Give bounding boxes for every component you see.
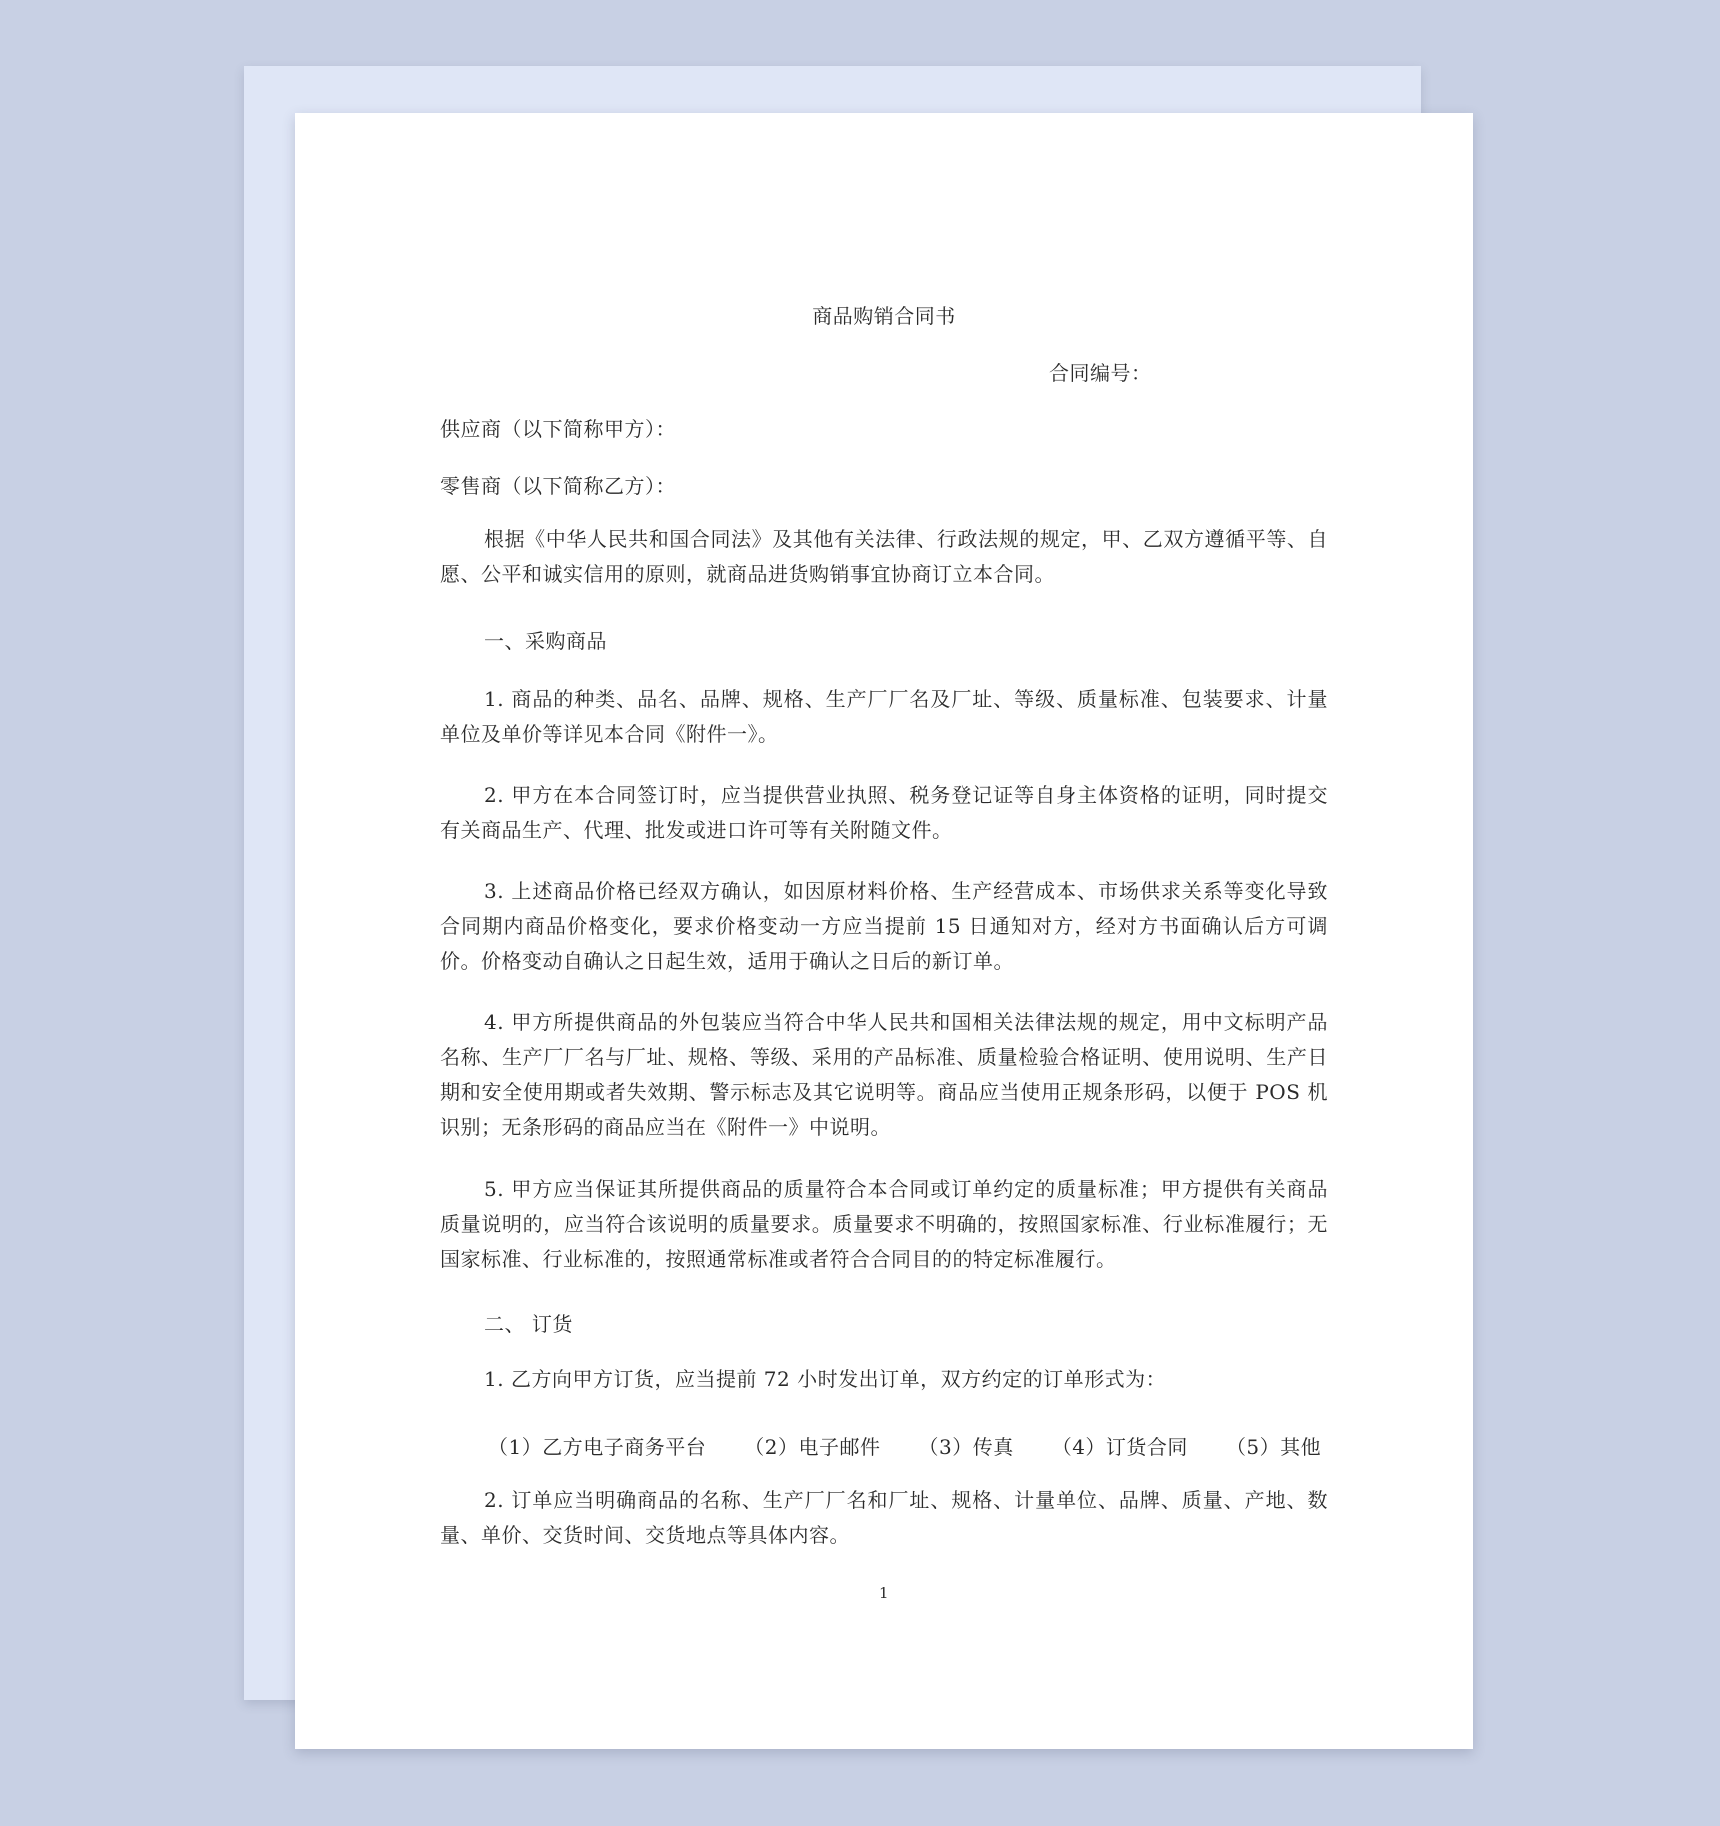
clause-1-5: 5. 甲方应当保证其所提供商品的质量符合本合同或订单约定的质量标准；甲方提供有关商品质量说明的，应当符合该说明的质量要求。质量要求不明确的，按照国家标准、行业标准履行；无国家标准、行业标准的，按照通常标准或者符合合同目的的特定标准履行。 [440,1177,1328,1271]
clause-1-3: 3. 上述商品价格已经双方确认，如因原材料价格、生产经营成本、市场供求关系等变化导致合同期内商品价格变化，要求价格变动一方应当提前 15 日通知对方，经对方书面确认后方可调价。价格变动自确认之日起生效，适用于确认之日后的新订单。 [440,879,1328,973]
section-heading-purchase: 一、采购商品 [484,629,607,653]
clause-1-2: 2. 甲方在本合同签订时，应当提供营业执照、税务登记证等自身主体资格的证明，同时提交有关商品生产、代理、批发或进口许可等有关附随文件。 [440,783,1328,842]
order-option: （2）电子邮件 [744,1435,881,1459]
contract-number-label: 合同编号： [1049,361,1152,385]
clause-2-1: 1. 乙方向甲方订货，应当提前 72 小时发出订单，双方约定的订单形式为： [484,1367,1167,1391]
clause-1-1: 1. 商品的种类、品名、品牌、规格、生产厂厂名及厂址、等级、质量标准、包装要求、计量单位及单价等详见本合同《附件一》。 [440,687,1328,746]
order-option: （3）传真 [918,1435,1014,1459]
supplier-label: 供应商（以下简称甲方）： [440,417,676,441]
order-options [488,1431,1359,1460]
order-option: （5）其他 [1225,1435,1322,1459]
document-title: 商品购销合同书 [812,304,956,328]
document-page [295,113,1473,1749]
preamble-paragraph: 根据《中华人民共和国合同法》及其他有关法律、行政法规的规定，甲、乙双方遵循平等、自愿、公平和诚实信用的原则，就商品进货购销事宜协商订立本合同。 [440,527,1328,586]
section-heading-order: 二、 订货 [484,1312,573,1336]
clause-1-4: 4. 甲方所提供商品的外包装应当符合中华人民共和国相关法律法规的规定，用中文标明产品名称、生产厂厂名与厂址、规格、等级、采用的产品标准、质量检验合格证明、使用说明、生产日期和安全使用期或者失效期、警示标志及其它说明等。商品应当使用正规条形码，以便于 POS 机识别；无条形码的商品应当在《附件一》中说明。 [440,1010,1328,1139]
order-option: （4）订货合同 [1051,1435,1188,1459]
page-number: 1 [878,1584,890,1602]
order-option: （1）乙方电子商务平台 [488,1435,707,1459]
retailer-label: 零售商（以下简称乙方）： [440,474,676,498]
clause-2-2: 2. 订单应当明确商品的名称、生产厂厂名和厂址、规格、计量单位、品牌、质量、产地、数量、单价、交货时间、交货地点等具体内容。 [440,1488,1328,1547]
